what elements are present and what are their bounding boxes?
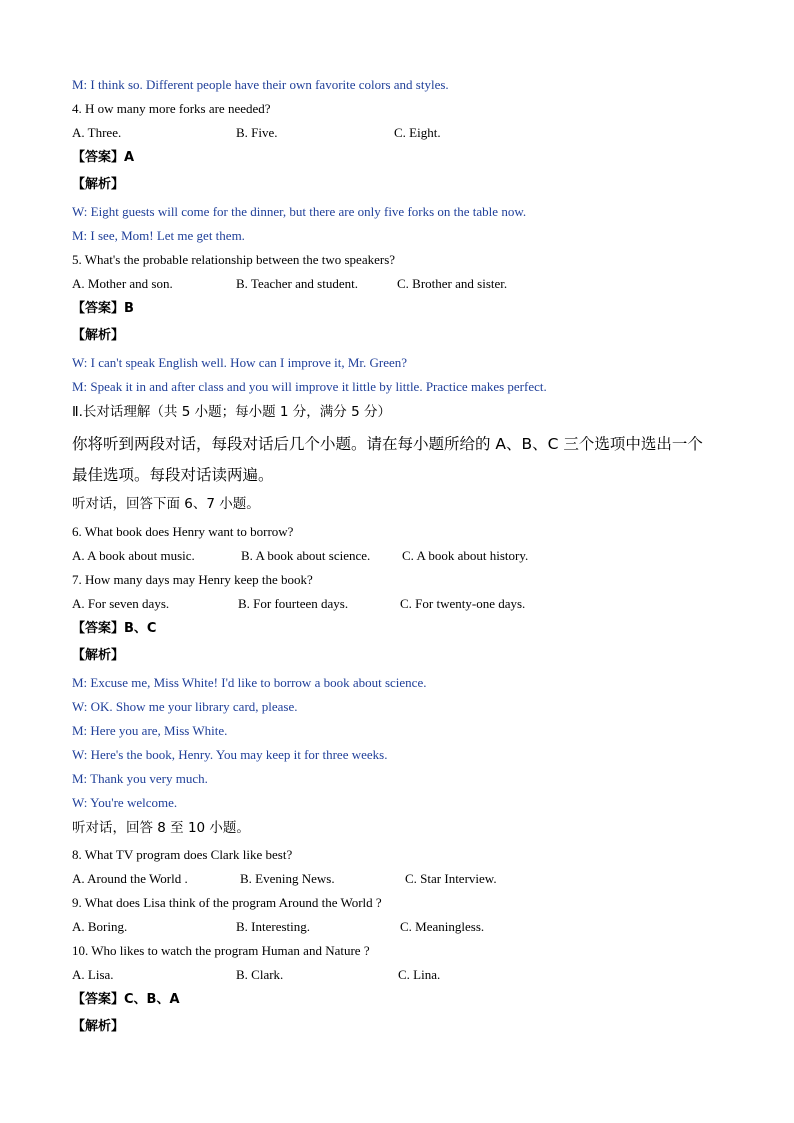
option-a: A. Lisa. — [72, 967, 114, 982]
option-c: C. Star Interview. — [405, 871, 497, 886]
dialogue-line: M: Speak it in and after class and you will improve it little by little. Practice makes perfect. — [72, 379, 547, 394]
option-b: B. Interesting. — [236, 919, 311, 934]
explanation-label: 【解析】 — [72, 328, 125, 343]
dialogue-line: M: Here you are, Miss White. — [72, 723, 228, 738]
option-b: B. For fourteen days. — [238, 596, 349, 611]
explanation-label: 【解析】 — [72, 177, 125, 192]
option-c: C. A book about history. — [402, 548, 529, 563]
option-b: B. Clark. — [236, 967, 284, 982]
explanation-label: 【解析】 — [72, 648, 125, 663]
dialogue-line: M: Thank you very much. — [72, 771, 208, 786]
dialogue-line: W: Eight guests will come for the dinner, but there are only five forks on the table now. — [72, 204, 527, 219]
option-a: A. Boring. — [72, 919, 128, 934]
option-a: A. Mother and son. — [72, 276, 173, 291]
option-a: A. For seven days. — [72, 596, 170, 611]
option-a: A. Around the World . — [72, 871, 188, 886]
explanation-label: 【解析】 — [72, 1019, 125, 1034]
dialogue-line: W: OK. Show me your library card, please. — [72, 699, 298, 714]
option-c: C. Eight. — [394, 125, 441, 140]
option-a: A. A book about music. — [72, 548, 195, 563]
question-6: 6. What book does Henry want to borrow? — [72, 524, 294, 539]
instruction-line: 最佳选项。每段对话读两遍。 — [72, 466, 274, 484]
answer-label: 【答案】C、B、A — [72, 992, 180, 1007]
answer-label: 【答案】B — [72, 301, 134, 316]
dialogue-line: W: I can't speak English well. How can I improve it, Mr. Green? — [72, 355, 408, 370]
option-c: C. Lina. — [398, 967, 441, 982]
option-c: C. For twenty-one days. — [400, 596, 526, 611]
sub-instruction: 听对话，回答下面 6、7 小题。 — [72, 496, 260, 512]
dialogue-line: M: Excuse me, Miss White! I'd like to borrow a book about science. — [72, 675, 427, 690]
dialogue-line: M: I see, Mom! Let me get them. — [72, 228, 245, 243]
instruction-line: 你将听到两段对话，每段对话后几个小题。请在每小题所给的 A、B、C 三个选项中选出一个 — [72, 435, 703, 453]
question-7: 7. How many days may Henry keep the book? — [72, 572, 313, 587]
option-a: A. Three. — [72, 125, 122, 140]
question-8: 8. What TV program does Clark like best? — [72, 847, 293, 862]
option-b: B. Teacher and student. — [236, 276, 358, 291]
question-10: 10. Who likes to watch the program Human and Nature ? — [72, 943, 370, 958]
option-c: C. Meaningless. — [400, 919, 485, 934]
option-b: B. A book about science. — [241, 548, 371, 563]
option-b: B. Five. — [236, 125, 278, 140]
sub-instruction: 听对话，回答 8 至 10 小题。 — [72, 820, 250, 836]
dialogue-line: W: Here's the book, Henry. You may keep it for three weeks. — [72, 747, 388, 762]
option-c: C. Brother and sister. — [397, 276, 508, 291]
question-4: 4. H ow many more forks are needed? — [72, 101, 271, 116]
question-5: 5. What's the probable relationship between the two speakers? — [72, 252, 396, 267]
answer-label: 【答案】A — [72, 150, 135, 165]
dialogue-line: W: You're welcome. — [72, 795, 178, 810]
option-b: B. Evening News. — [240, 871, 335, 886]
answer-label: 【答案】B、C — [72, 621, 157, 636]
question-9: 9. What does Lisa think of the program Around the World ? — [72, 895, 382, 910]
dialogue-line: M: I think so. Different people have their own favorite colors and styles. — [72, 77, 449, 92]
section-heading: Ⅱ.长对话理解（共 5 小题；每小题 1 分，满分 5 分） — [72, 404, 391, 420]
